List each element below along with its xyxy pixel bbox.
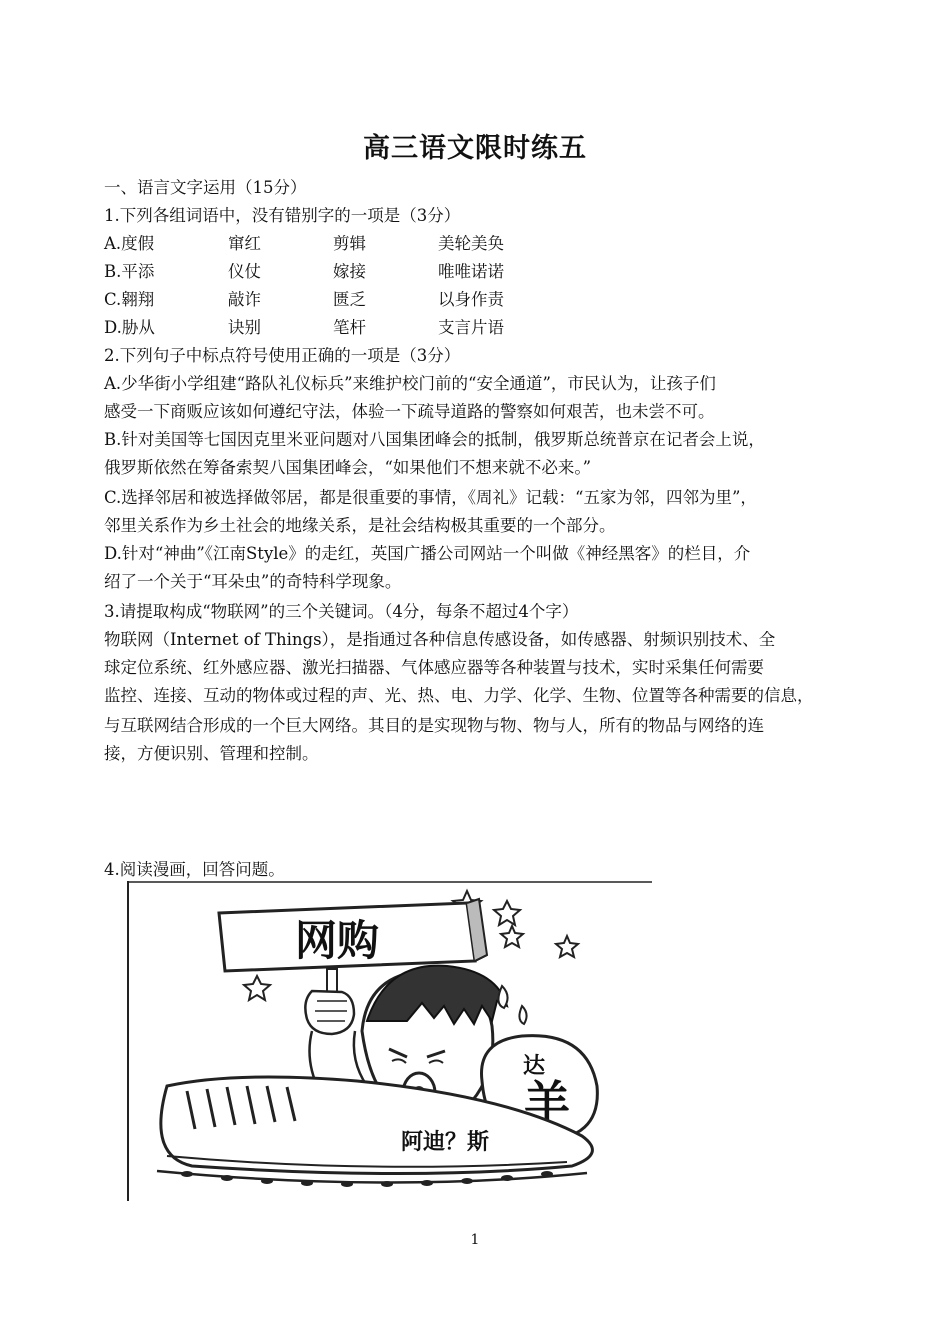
page-title: 高三语文限时练五: [363, 133, 587, 164]
option-word: 窜红: [228, 234, 261, 253]
option-word: 以身作责: [438, 290, 504, 309]
option-word: 笔杆: [333, 318, 366, 337]
q2-line: 俄罗斯依然在筹备索契八国集团峰会，“如果他们不想来就不必来。”: [104, 458, 592, 477]
option-word: B.平添: [104, 262, 155, 281]
q2-line: 邻里关系作为乡土社会的地缘关系，是社会结构极其重要的一个部分。: [104, 516, 616, 535]
q1-stem: 1.下列各组词语中，没有错别字的一项是（3分）: [104, 206, 461, 225]
bag-text-top: 达: [522, 1054, 546, 1079]
option-word: D.胁从: [104, 318, 155, 337]
option-word: 敲诈: [228, 290, 261, 309]
option-word: 嫁接: [333, 262, 366, 281]
q2-line: 感受一下商贩应该如何遵纪守法，体验一下疏导道路的警察如何艰苦，也未尝不可。: [104, 402, 715, 421]
shoe-text: 阿迪？斯: [400, 1130, 490, 1155]
q3-line: 与互联网结合形成的一个巨大网络。其目的是实现物与物、物与人，所有的物品与网络的连: [104, 716, 764, 735]
option-word: 诀别: [228, 318, 261, 337]
q4-stem: 4.阅读漫画，回答问题。: [104, 860, 285, 879]
q2-line: 绍了一个关于“耳朵虫”的奇特科学现象。: [104, 572, 402, 591]
comic-illustration: [127, 881, 652, 1201]
sign-board: [219, 899, 487, 971]
option-word: A.度假: [104, 234, 155, 253]
page-number: 1: [470, 1232, 480, 1248]
q2-stem: 2.下列句子中标点符号使用正确的一项是（3分）: [104, 346, 461, 365]
option-word: 唯唯诺诺: [438, 262, 504, 281]
q2-line: B.针对美国等七国因克里米亚问题对八国集团峰会的抵制，俄罗斯总统普京在记者会上说，: [104, 430, 765, 449]
sign-text: 网购: [294, 916, 380, 965]
option-word: C.翱翔: [104, 290, 155, 309]
q2-line: A.少华街小学组建“路队礼仪标兵”来维护校门前的“安全通道”，市民认为，让孩子们: [104, 374, 716, 393]
q2-line: D.针对“神曲”《江南Style》的走红，英国广播公司网站一个叫做《神经黑客》的栏目，介: [104, 544, 751, 563]
option-word: 支言片语: [438, 318, 504, 337]
q3-stem: 3.请提取构成“物联网”的三个关键词。（4分，每条不超过4个字）: [104, 602, 579, 621]
q3-line: 物联网（Internet of Things），是指通过各种信息传感设备，如传感器、射频识别技术、全: [104, 630, 776, 649]
section-heading: 一、语言文字运用（15分）: [104, 178, 307, 197]
option-word: 匮乏: [333, 290, 366, 309]
option-word: 剪辑: [333, 234, 366, 253]
q3-line: 接，方便识别、管理和控制。: [104, 744, 319, 763]
option-word: 美轮美奂: [438, 234, 504, 253]
q2-line: C.选择邻居和被选择做邻居，都是很重要的事情，《周礼》记载：“五家为邻，四邻为里”，: [104, 488, 757, 507]
option-word: 仪仗: [228, 262, 261, 281]
q3-line: 监控、连接、互动的物体或过程的声、光、热、电、力学、化学、生物、位置等各种需要的信息，: [104, 686, 814, 705]
q3-line: 球定位系统、红外感应器、激光扫描器、气体感应器等各种装置与技术，实时采集任何需要: [104, 658, 764, 677]
bag-text-main: 羊: [524, 1076, 570, 1130]
